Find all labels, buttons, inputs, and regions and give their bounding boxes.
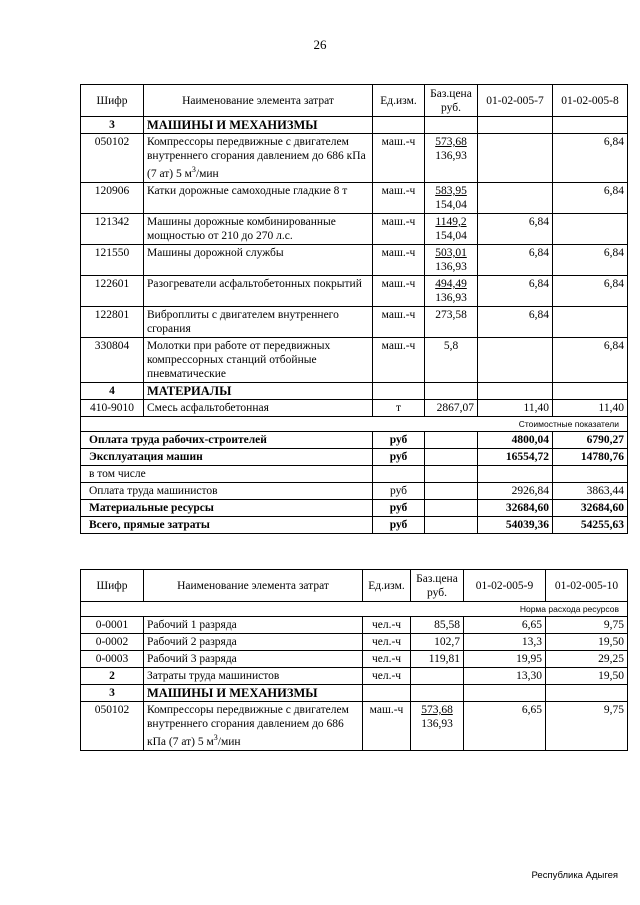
- empty-cell: [553, 117, 628, 134]
- item-unit: чел.-ч: [363, 668, 411, 685]
- item-unit: маш.-ч: [373, 244, 425, 275]
- section-code: 3: [81, 685, 144, 702]
- material-row: [81, 399, 628, 416]
- value-col1: 4800,04: [478, 431, 553, 448]
- item-code: 410-9010: [81, 399, 144, 416]
- cost-label: Материальные ресурсы: [81, 499, 373, 516]
- value-col1: 6,65: [464, 702, 546, 751]
- machine-row: [81, 244, 628, 275]
- item-name: [144, 337, 373, 382]
- base-price: 102,7: [411, 634, 464, 651]
- empty-cell: [425, 516, 478, 533]
- item-name-text: Разогреватели асфальтобетонных покрытий: [147, 277, 362, 290]
- item-unit: чел.-ч: [363, 634, 411, 651]
- value-col1: [478, 465, 553, 482]
- cost-unit: руб: [373, 482, 425, 499]
- price-value: 273,58: [435, 308, 467, 321]
- value-col2: 32684,60: [553, 499, 628, 516]
- item-name: [144, 182, 373, 213]
- item-code: 0-0002: [81, 634, 144, 651]
- value-col2: 9,75: [546, 617, 628, 634]
- cost-unit: руб: [373, 431, 425, 448]
- machine-row: [81, 275, 628, 306]
- base-price: 2867,07: [425, 399, 478, 416]
- footer-region: Республика Адыгея: [531, 870, 618, 881]
- item-unit: чел.-ч: [363, 617, 411, 634]
- empty-cell: [425, 117, 478, 134]
- cost-unit: руб: [373, 516, 425, 533]
- header-unit: Ед.изм.: [363, 570, 411, 602]
- value-col2: 14780,76: [553, 448, 628, 465]
- item-name: [144, 134, 373, 183]
- cost-row: [81, 516, 628, 533]
- header-name: Наименование элемента затрат: [144, 85, 373, 117]
- value-col1: 54039,36: [478, 516, 553, 533]
- value-col2: 54255,63: [553, 516, 628, 533]
- cost-unit: [373, 465, 425, 482]
- norm-header-row: [81, 602, 628, 617]
- value-col2: 3863,44: [553, 482, 628, 499]
- item-unit: маш.-ч: [373, 337, 425, 382]
- norm-header: Норма расхода ресурсов: [81, 602, 628, 617]
- value-col2: 6,84: [553, 134, 628, 183]
- base-price: [425, 244, 478, 275]
- item-unit: маш.-ч: [373, 213, 425, 244]
- item-name-text: Компрессоры передвижные с двигателем внутреннего сгорания давлением до 686 кПа (7 ат) 5 м: [147, 136, 366, 180]
- item-unit: т: [373, 399, 425, 416]
- cost-row: [81, 448, 628, 465]
- item-name: Рабочий 3 разряда: [144, 651, 363, 668]
- cost-header-row: [81, 416, 628, 431]
- superscript: 3: [191, 165, 196, 174]
- cost-row: [81, 499, 628, 516]
- price-value: 583,95: [435, 184, 467, 197]
- machine-row: [81, 702, 628, 751]
- item-unit: маш.-ч: [373, 306, 425, 337]
- cost-row: [81, 482, 628, 499]
- value-col1: [478, 337, 553, 382]
- value-col1: 13,30: [464, 668, 546, 685]
- section-title: МАТЕРИАЛЫ: [144, 382, 373, 399]
- base-price: [425, 306, 478, 337]
- base-price: [425, 337, 478, 382]
- item-name-text: Виброплиты с двигателем внутреннего сгорания: [147, 308, 339, 335]
- value-col2: 11,40: [553, 399, 628, 416]
- machine-row: [81, 337, 628, 382]
- item-name: Смесь асфальтобетонная: [144, 399, 373, 416]
- cost-table-1: [80, 84, 628, 534]
- value-col1: 11,40: [478, 399, 553, 416]
- item-name: [144, 275, 373, 306]
- empty-cell: [425, 465, 478, 482]
- base-price: 119,81: [411, 651, 464, 668]
- section-row: [81, 382, 628, 399]
- value-col1: 6,84: [478, 275, 553, 306]
- item-unit: маш.-ч: [363, 702, 411, 751]
- price-wage-value: 136,93: [435, 291, 467, 304]
- price-wage-value: 136,93: [435, 150, 467, 162]
- section-code: 2: [81, 668, 144, 685]
- empty-cell: [373, 382, 425, 399]
- header-name: Наименование элемента затрат: [144, 570, 363, 602]
- item-name-text: Машины дорожные комбинированные мощностью от 210 до 270 л.с.: [147, 215, 336, 242]
- header-price: Баз.цена руб.: [411, 570, 464, 602]
- machine-row: [81, 213, 628, 244]
- worker-row: [81, 634, 628, 651]
- value-col2: 19,50: [546, 634, 628, 651]
- value-col2: 9,75: [546, 702, 628, 751]
- price-wage-value: 154,04: [435, 229, 467, 242]
- worker-row: [81, 651, 628, 668]
- value-col2: 6,84: [553, 244, 628, 275]
- section-code: 4: [81, 382, 144, 399]
- cost-unit: руб: [373, 448, 425, 465]
- item-code: 121342: [81, 213, 144, 244]
- price-wage-value: 154,04: [435, 198, 467, 211]
- cost-label: Всего, прямые затраты: [81, 516, 373, 533]
- section-title: Затраты труда машинистов: [144, 668, 363, 685]
- price-value: 5,8: [443, 339, 459, 352]
- empty-cell: [425, 499, 478, 516]
- item-code: 0-0001: [81, 617, 144, 634]
- item-name: Рабочий 2 разряда: [144, 634, 363, 651]
- value-col2: [553, 213, 628, 244]
- base-price: [425, 134, 478, 183]
- empty-cell: [478, 382, 553, 399]
- value-col2: 6,84: [553, 337, 628, 382]
- value-col1: 32684,60: [478, 499, 553, 516]
- value-col2: 19,50: [546, 668, 628, 685]
- value-col2: [553, 306, 628, 337]
- section-row: [81, 668, 628, 685]
- cost-row: [81, 465, 628, 482]
- cost-label: Оплата труда рабочих-строителей: [81, 431, 373, 448]
- base-price: [425, 182, 478, 213]
- price-value: 494,49: [435, 277, 467, 290]
- item-code: 0-0003: [81, 651, 144, 668]
- value-col1: 6,84: [478, 306, 553, 337]
- item-name-text: Машины дорожной службы: [147, 246, 284, 259]
- empty-cell: [425, 431, 478, 448]
- page-number: 26: [313, 37, 327, 52]
- item-code: 050102: [81, 702, 144, 751]
- item-code: 120906: [81, 182, 144, 213]
- value-col2: [553, 465, 628, 482]
- item-name: [144, 244, 373, 275]
- value-col2: 6,84: [553, 182, 628, 213]
- cost-unit: руб: [373, 499, 425, 516]
- price-wage-value: 136,93: [421, 718, 453, 730]
- empty-cell: [363, 685, 411, 702]
- value-col2: 6,84: [553, 275, 628, 306]
- empty-cell: [464, 685, 546, 702]
- header-col2: 01-02-005-8: [553, 85, 628, 117]
- machine-row: [81, 134, 628, 183]
- empty-cell: [373, 117, 425, 134]
- empty-cell: [478, 117, 553, 134]
- header-price: Баз.цена руб.: [425, 85, 478, 117]
- value-col1: 19,95: [464, 651, 546, 668]
- header-code: Шифр: [81, 570, 144, 602]
- item-unit: маш.-ч: [373, 275, 425, 306]
- value-col1: 6,84: [478, 244, 553, 275]
- base-price: [411, 702, 464, 751]
- item-code: 121550: [81, 244, 144, 275]
- price-value: 1149,2: [435, 215, 467, 228]
- header-unit: Ед.изм.: [373, 85, 425, 117]
- machine-row: [81, 306, 628, 337]
- cost-label: Эксплуатация машин: [81, 448, 373, 465]
- item-name-text: Молотки при работе от передвижных компрессорных станций отбойные пневматические: [147, 339, 331, 380]
- cost-table-2: [80, 569, 628, 751]
- item-unit: чел.-ч: [363, 651, 411, 668]
- item-name-text: Компрессоры передвижные с двигателем внутреннего сгорания давлением до 686 кПа (7 ат) 5 м: [147, 704, 349, 748]
- superscript: 3: [213, 733, 218, 742]
- header-col2: 01-02-005-10: [546, 570, 628, 602]
- cost-indicators-header: Стоимостные показатели: [81, 416, 628, 431]
- section-row: [81, 685, 628, 702]
- section-title: МАШИНЫ И МЕХАНИЗМЫ: [144, 117, 373, 134]
- empty-cell: [425, 382, 478, 399]
- item-name: [144, 306, 373, 337]
- price-value: 503,01: [435, 246, 467, 259]
- section-row: [81, 117, 628, 134]
- value-col1: 13,3: [464, 634, 546, 651]
- item-code: 122801: [81, 306, 144, 337]
- value-col1: [478, 182, 553, 213]
- price-wage-value: 136,93: [435, 260, 467, 273]
- item-code: 122601: [81, 275, 144, 306]
- item-code: 330804: [81, 337, 144, 382]
- price-value: 573,68: [421, 704, 453, 716]
- header-col1: 01-02-005-9: [464, 570, 546, 602]
- section-title: МАШИНЫ И МЕХАНИЗМЫ: [144, 685, 363, 702]
- value-col1: 6,65: [464, 617, 546, 634]
- base-price: [425, 213, 478, 244]
- item-name: [144, 213, 373, 244]
- value-col2: 6790,27: [553, 431, 628, 448]
- item-unit: маш.-ч: [373, 134, 425, 183]
- item-name-tail: /мин: [217, 735, 241, 748]
- empty-cell: [425, 448, 478, 465]
- item-name: Рабочий 1 разряда: [144, 617, 363, 634]
- item-name-text: Катки дорожные самоходные гладкие 8 т: [147, 184, 348, 197]
- item-name: [144, 702, 363, 751]
- cost-row: [81, 431, 628, 448]
- empty-cell: [411, 685, 464, 702]
- machine-row: [81, 182, 628, 213]
- item-name-tail: /мин: [195, 167, 219, 180]
- header-code: Шифр: [81, 85, 144, 117]
- cost-label: Оплата труда машинистов: [81, 482, 373, 499]
- value-col1: [478, 134, 553, 183]
- base-price: [425, 275, 478, 306]
- empty-cell: [553, 382, 628, 399]
- price-value: 573,68: [435, 136, 467, 148]
- worker-row: [81, 617, 628, 634]
- section-code: 3: [81, 117, 144, 134]
- empty-cell: [411, 668, 464, 685]
- base-price: 85,58: [411, 617, 464, 634]
- cost-label: в том числе: [81, 465, 373, 482]
- value-col1: 2926,84: [478, 482, 553, 499]
- item-unit: маш.-ч: [373, 182, 425, 213]
- value-col2: 29,25: [546, 651, 628, 668]
- empty-cell: [425, 482, 478, 499]
- item-code: 050102: [81, 134, 144, 183]
- header-col1: 01-02-005-7: [478, 85, 553, 117]
- value-col1: 16554,72: [478, 448, 553, 465]
- value-col1: 6,84: [478, 213, 553, 244]
- empty-cell: [546, 685, 628, 702]
